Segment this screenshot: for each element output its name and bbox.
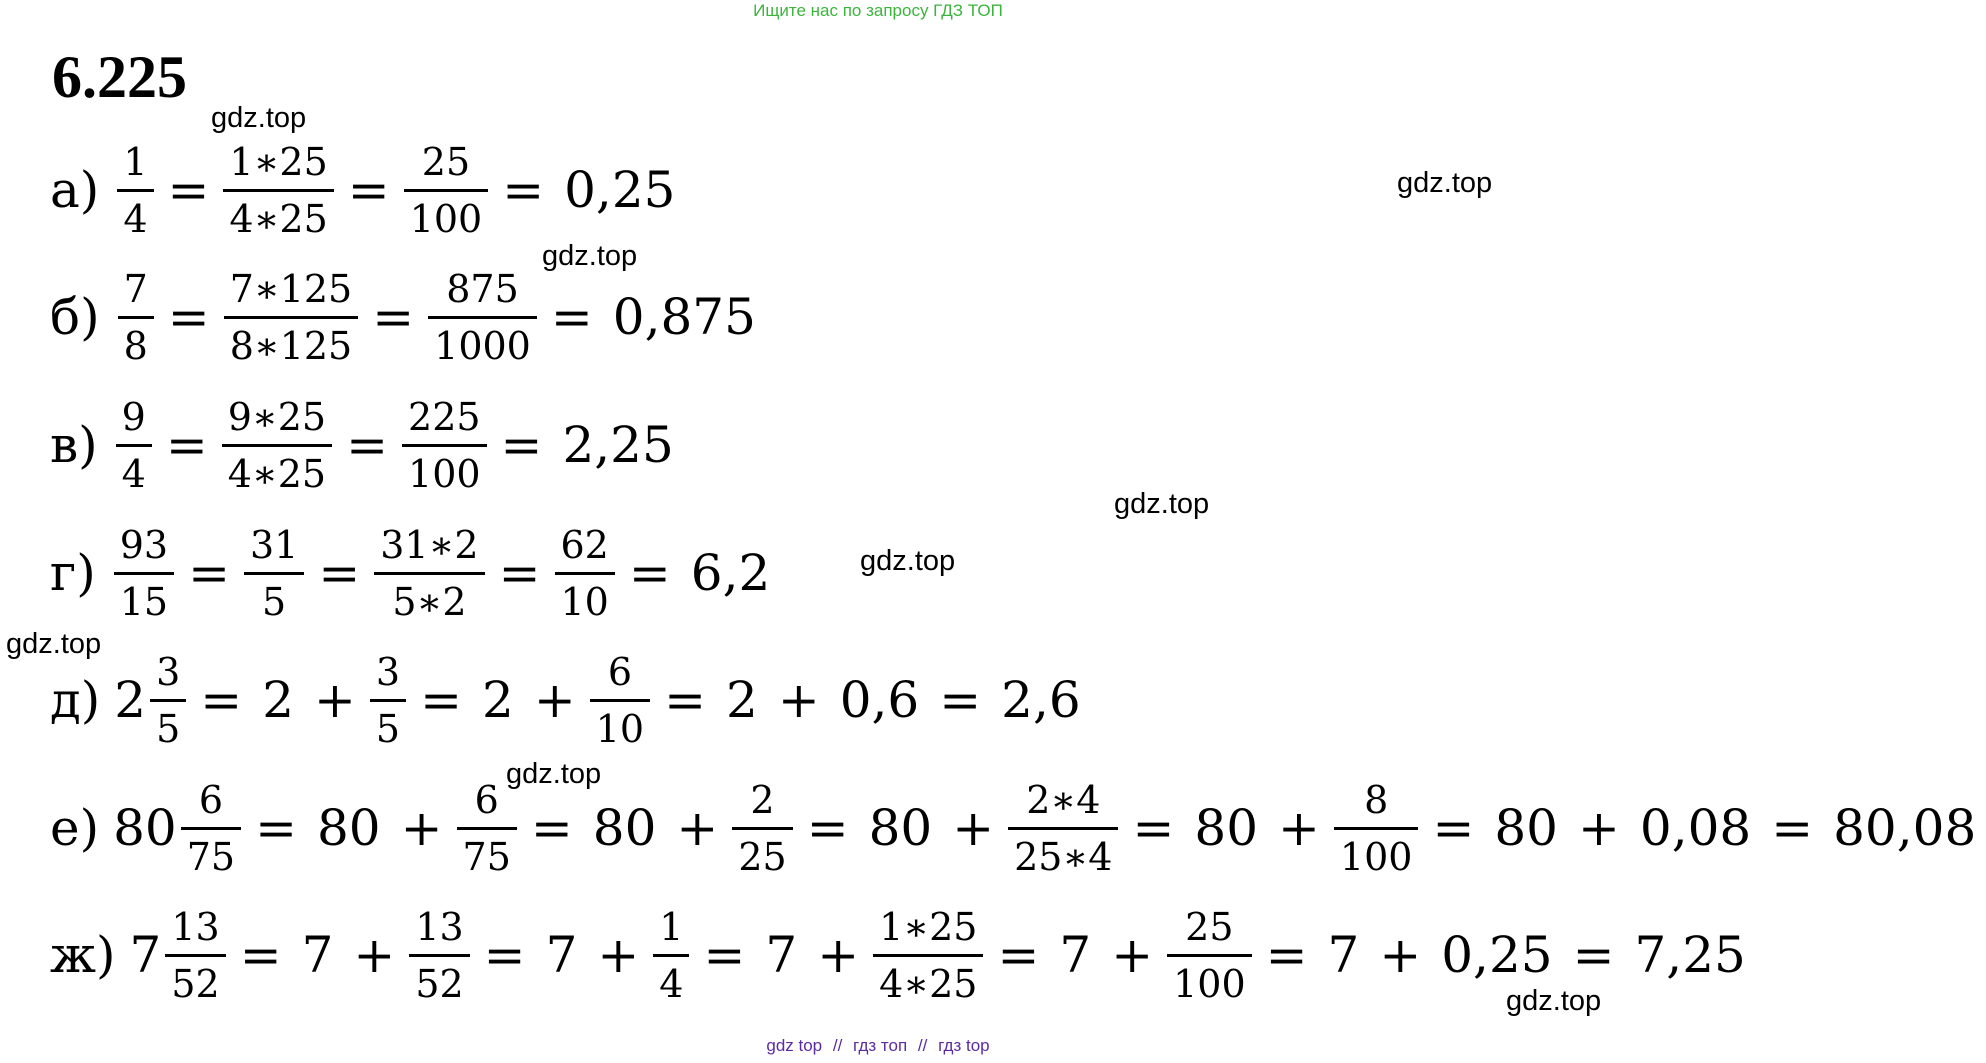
equals-sign: =: [500, 416, 543, 474]
plus-sign: +: [952, 799, 995, 857]
equation-line-d: [50, 645, 1091, 755]
equation-line-e: [50, 773, 1986, 883]
watermark: gdz.top: [1114, 488, 1210, 520]
equals-sign: =: [1572, 926, 1615, 984]
fraction-denominator: 100: [404, 189, 489, 238]
fraction-denominator: 4∗25: [222, 444, 332, 493]
fraction-denominator: 1000: [428, 316, 537, 365]
equals-sign: =: [530, 799, 573, 857]
mixed-number: [129, 904, 230, 1006]
plus-sign: +: [533, 671, 576, 729]
equals-sign: =: [483, 926, 526, 984]
part-label: б): [50, 288, 100, 346]
fraction-numerator: 225: [408, 394, 481, 439]
equals-sign: =: [628, 544, 671, 602]
number-value: 7,25: [1634, 926, 1746, 984]
plus-sign: +: [1577, 799, 1620, 857]
footer-link[interactable]: gdz top: [766, 1036, 823, 1055]
fraction-numerator: 6: [474, 777, 499, 822]
fraction-numerator: 1∗25: [879, 904, 978, 949]
part-label: а): [50, 161, 100, 219]
fraction-denominator: 5∗2: [374, 572, 484, 621]
equals-sign: =: [498, 544, 541, 602]
fraction-denominator: 100: [402, 444, 487, 493]
number-value: 80: [868, 799, 933, 857]
watermark: gdz.top: [1397, 167, 1493, 199]
fraction: [457, 777, 517, 879]
top-banner-text[interactable]: Ищите нас по запросу ГДЗ ТОП: [753, 1, 1003, 20]
fraction-numerator: 1∗25: [229, 139, 328, 184]
plus-sign: +: [1278, 799, 1320, 857]
fraction-denominator: 4∗25: [223, 189, 333, 238]
fraction: [224, 266, 359, 368]
fraction: [428, 266, 537, 368]
watermark: gdz.top: [6, 628, 102, 660]
top-banner[interactable]: [0, 0, 1756, 22]
fraction-denominator: 4: [117, 189, 153, 238]
mixed-whole: 80: [113, 799, 177, 857]
equals-sign: =: [200, 671, 243, 729]
equals-sign: =: [1771, 799, 1814, 857]
mixed-number: [114, 649, 190, 751]
plus-sign: +: [817, 926, 860, 984]
fraction-denominator: 5: [150, 699, 186, 748]
fraction-numerator: 31: [249, 522, 299, 567]
fraction-denominator: 25: [732, 827, 792, 876]
fraction-denominator: 52: [165, 954, 225, 1003]
fraction-numerator: 875: [446, 266, 519, 311]
mixed-whole: 7: [129, 926, 162, 984]
fraction-denominator: 100: [1334, 827, 1419, 876]
fraction-numerator: 1: [659, 904, 684, 949]
fraction: [165, 904, 225, 1006]
fraction-denominator: 5: [370, 699, 406, 748]
number-value: 80: [1494, 799, 1558, 857]
watermark: gdz.top: [860, 545, 956, 577]
footer-link[interactable]: гдз top: [938, 1036, 990, 1055]
equals-sign: =: [188, 544, 230, 602]
fraction: [1167, 904, 1252, 1006]
number-value: 2,6: [1001, 671, 1081, 729]
plus-sign: +: [1111, 926, 1154, 984]
part-label: в): [50, 416, 98, 474]
fraction-numerator: 7: [123, 266, 148, 311]
fraction-numerator: 1: [123, 139, 148, 184]
equals-sign: =: [165, 416, 208, 474]
task-number: 6.225: [52, 44, 187, 110]
fraction-denominator: 5: [244, 572, 304, 621]
fraction-denominator: 10: [590, 699, 650, 748]
fraction-numerator: 9: [121, 394, 146, 439]
number-value: 0,6: [839, 671, 920, 729]
part-label: г): [50, 544, 96, 602]
number-value: 0,25: [1441, 926, 1553, 984]
number-value: 0,875: [612, 288, 756, 346]
part-label: д): [50, 671, 101, 729]
fraction-denominator: 75: [457, 827, 517, 876]
watermark: gdz.top: [1506, 985, 1602, 1017]
fraction-denominator: 4: [653, 954, 689, 1003]
fraction-denominator: 52: [409, 954, 469, 1003]
number-value: 80: [1194, 799, 1259, 857]
watermark: gdz.top: [542, 240, 638, 272]
fraction-numerator: 9∗25: [227, 394, 327, 439]
fraction-numerator: 25: [421, 139, 471, 184]
number-value: 2: [482, 671, 514, 729]
fraction-numerator: 3: [156, 649, 181, 694]
fraction: [370, 649, 406, 751]
number-value: 7: [545, 926, 578, 984]
fraction-numerator: 3: [375, 649, 401, 694]
number-value: 7: [765, 926, 798, 984]
fraction-denominator: 4∗25: [873, 954, 983, 1003]
number-value: 0,25: [564, 161, 676, 219]
watermark: gdz.top: [506, 758, 602, 790]
equals-sign: =: [703, 926, 746, 984]
equals-sign: =: [167, 161, 210, 219]
fraction-numerator: 6: [198, 777, 223, 822]
plus-sign: +: [597, 926, 640, 984]
number-value: 80: [592, 799, 657, 857]
equals-sign: =: [502, 161, 545, 219]
equals-sign: =: [239, 926, 282, 984]
footer-separator: //: [917, 1036, 928, 1055]
fraction-denominator: 15: [114, 572, 174, 621]
plus-sign: +: [777, 671, 820, 729]
fraction: [873, 904, 983, 1006]
number-value: 2: [262, 671, 295, 729]
fraction-numerator: 7∗125: [229, 266, 353, 311]
fraction-numerator: 31∗2: [380, 522, 479, 567]
equals-sign: =: [1265, 926, 1308, 984]
fraction-numerator: 62: [560, 522, 609, 567]
number-value: 7: [1059, 926, 1092, 984]
number-value: 7: [301, 926, 334, 984]
fraction: [653, 904, 689, 1006]
fraction-numerator: 2: [750, 777, 775, 822]
fraction: [404, 139, 489, 241]
number-value: 2,25: [562, 416, 674, 474]
fraction: [244, 522, 304, 624]
fraction: [222, 394, 332, 496]
equals-sign: =: [420, 671, 463, 729]
equals-sign: =: [664, 671, 706, 729]
fraction-denominator: 75: [181, 827, 241, 876]
fraction: [114, 522, 174, 624]
number-value: 7: [1327, 926, 1360, 984]
equation-line-zh: [50, 900, 1756, 1010]
footer-link[interactable]: гдз топ: [853, 1036, 908, 1055]
fraction: [181, 777, 241, 879]
fraction-denominator: 8∗125: [224, 316, 359, 365]
fraction-numerator: 13: [171, 904, 220, 949]
equals-sign: =: [997, 926, 1040, 984]
fraction: [1008, 777, 1118, 879]
number-value: 2: [726, 671, 758, 729]
fraction: [374, 522, 484, 624]
equation-line-v: [50, 390, 684, 500]
part-label: е): [50, 799, 100, 857]
number-value: 0,08: [1639, 799, 1752, 857]
footer-separator: //: [832, 1036, 843, 1055]
equals-sign: =: [1132, 799, 1175, 857]
mixed-number: [113, 777, 245, 879]
fraction: [223, 139, 333, 241]
equals-sign: =: [939, 671, 982, 729]
equals-sign: =: [806, 799, 849, 857]
equals-sign: =: [318, 544, 361, 602]
fraction-numerator: 8: [1364, 777, 1389, 822]
fraction-denominator: 4: [116, 444, 152, 493]
equals-sign: =: [550, 288, 593, 346]
plus-sign: +: [676, 799, 719, 857]
fraction: [732, 777, 792, 879]
equals-sign: =: [167, 288, 210, 346]
mixed-whole: 2: [114, 671, 147, 729]
equation-line-a: [50, 135, 685, 245]
fraction: [116, 394, 152, 496]
number-value: 80: [317, 799, 381, 857]
plus-sign: +: [314, 671, 356, 729]
fraction-numerator: 2∗4: [1026, 777, 1101, 822]
fraction: [555, 522, 615, 624]
fraction: [402, 394, 487, 496]
fraction-numerator: 93: [119, 522, 169, 567]
plus-sign: +: [353, 926, 396, 984]
number-value: 80,08: [1833, 799, 1977, 857]
fraction-denominator: 100: [1167, 954, 1252, 1003]
equation-line-g: [50, 518, 780, 628]
watermark: gdz.top: [211, 102, 307, 134]
plus-sign: +: [400, 799, 443, 857]
part-label: ж): [50, 926, 116, 984]
fraction: [1334, 777, 1419, 879]
fraction-denominator: 8: [118, 316, 154, 365]
fraction: [590, 649, 650, 751]
equation-line-b: [50, 262, 766, 372]
equals-sign: =: [1432, 799, 1475, 857]
equals-sign: =: [346, 416, 389, 474]
fraction-numerator: 13: [415, 904, 464, 949]
fraction: [118, 266, 154, 368]
equals-sign: =: [372, 288, 415, 346]
footer-links: [0, 1035, 1756, 1057]
fraction-denominator: 25∗4: [1008, 827, 1118, 876]
fraction-numerator: 25: [1185, 904, 1234, 949]
number-value: 6,2: [690, 544, 771, 602]
plus-sign: +: [1379, 926, 1422, 984]
equals-sign: =: [347, 161, 390, 219]
fraction-numerator: 6: [607, 649, 632, 694]
fraction: [150, 649, 186, 751]
fraction: [117, 139, 153, 241]
equals-sign: =: [255, 799, 297, 857]
fraction: [409, 904, 469, 1006]
fraction-denominator: 10: [555, 572, 615, 621]
